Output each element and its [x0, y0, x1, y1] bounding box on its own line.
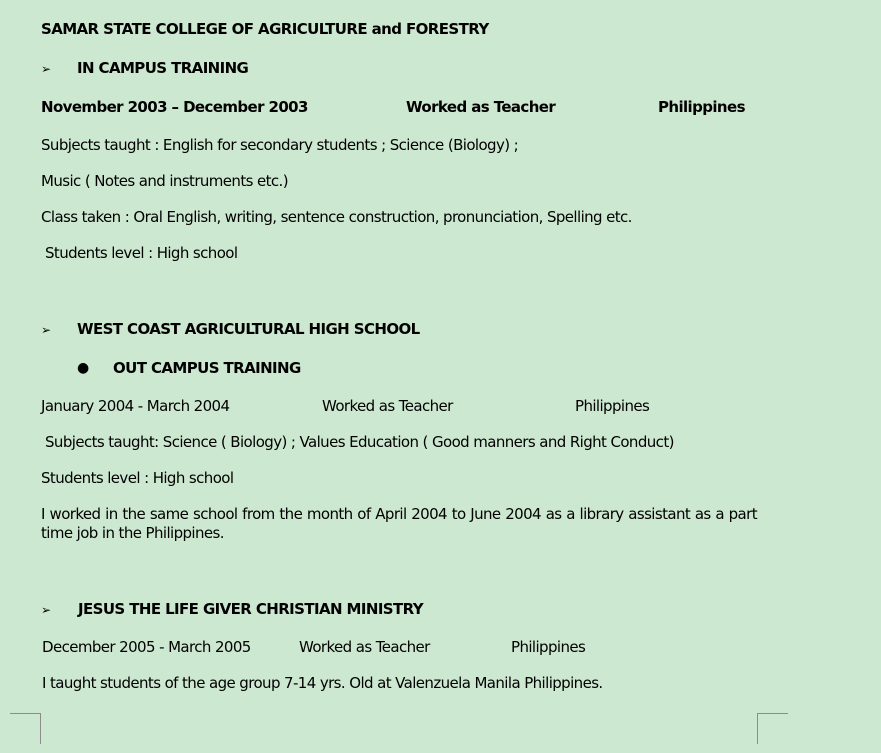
arrow-bullet-icon: ➢ [41, 603, 51, 617]
ministry-heading: JESUS THE LIFE GIVER CHRISTIAN MINISTRY [78, 600, 424, 618]
college-subjects-line-2: Music ( Notes and instruments etc.) [41, 172, 288, 190]
college-role: Worked as Teacher [406, 98, 556, 116]
westcoast-period: January 2004 - March 2004 [41, 397, 230, 415]
westcoast-students-level: Students level : High school [41, 469, 234, 487]
crop-mark-left [10, 713, 41, 744]
section-in-campus-training: IN CAMPUS TRAINING [77, 59, 249, 77]
college-heading: SAMAR STATE COLLEGE OF AGRICULTURE and FORESTRY [41, 20, 489, 38]
college-subjects-line-1: Subjects taught : English for secondary students ; Science (Biology) ; [41, 136, 519, 154]
arrow-bullet-icon: ➢ [41, 62, 51, 76]
ministry-note: I taught students of the age group 7-14 yrs. Old at Valenzuela Manila Philippines. [42, 674, 603, 692]
college-students-level: Students level : High school [45, 244, 238, 262]
college-classes: Class taken : Oral English, writing, sentence construction, pronunciation, Spelling etc. [41, 208, 632, 226]
ministry-country: Philippines [511, 638, 586, 656]
ministry-role: Worked as Teacher [299, 638, 430, 656]
section-out-campus-training: OUT CAMPUS TRAINING [113, 359, 301, 377]
westcoast-heading: WEST COAST AGRICULTURAL HIGH SCHOOL [77, 320, 420, 338]
crop-mark-right [757, 713, 788, 744]
arrow-bullet-icon: ➢ [41, 323, 51, 337]
westcoast-country: Philippines [575, 397, 650, 415]
westcoast-subjects: Subjects taught: Science ( Biology) ; Values Education ( Good manners and Right Conduct) [45, 433, 674, 451]
westcoast-library-paragraph: I worked in the same school from the month of April 2004 to June 2004 as a library assistant as a part time job in the Philippines. [41, 505, 757, 542]
westcoast-role: Worked as Teacher [322, 397, 453, 415]
round-bullet-icon: ● [77, 360, 89, 376]
ministry-period: December 2005 - March 2005 [42, 638, 251, 656]
college-period: November 2003 – December 2003 [41, 98, 308, 116]
college-country: Philippines [658, 98, 745, 116]
